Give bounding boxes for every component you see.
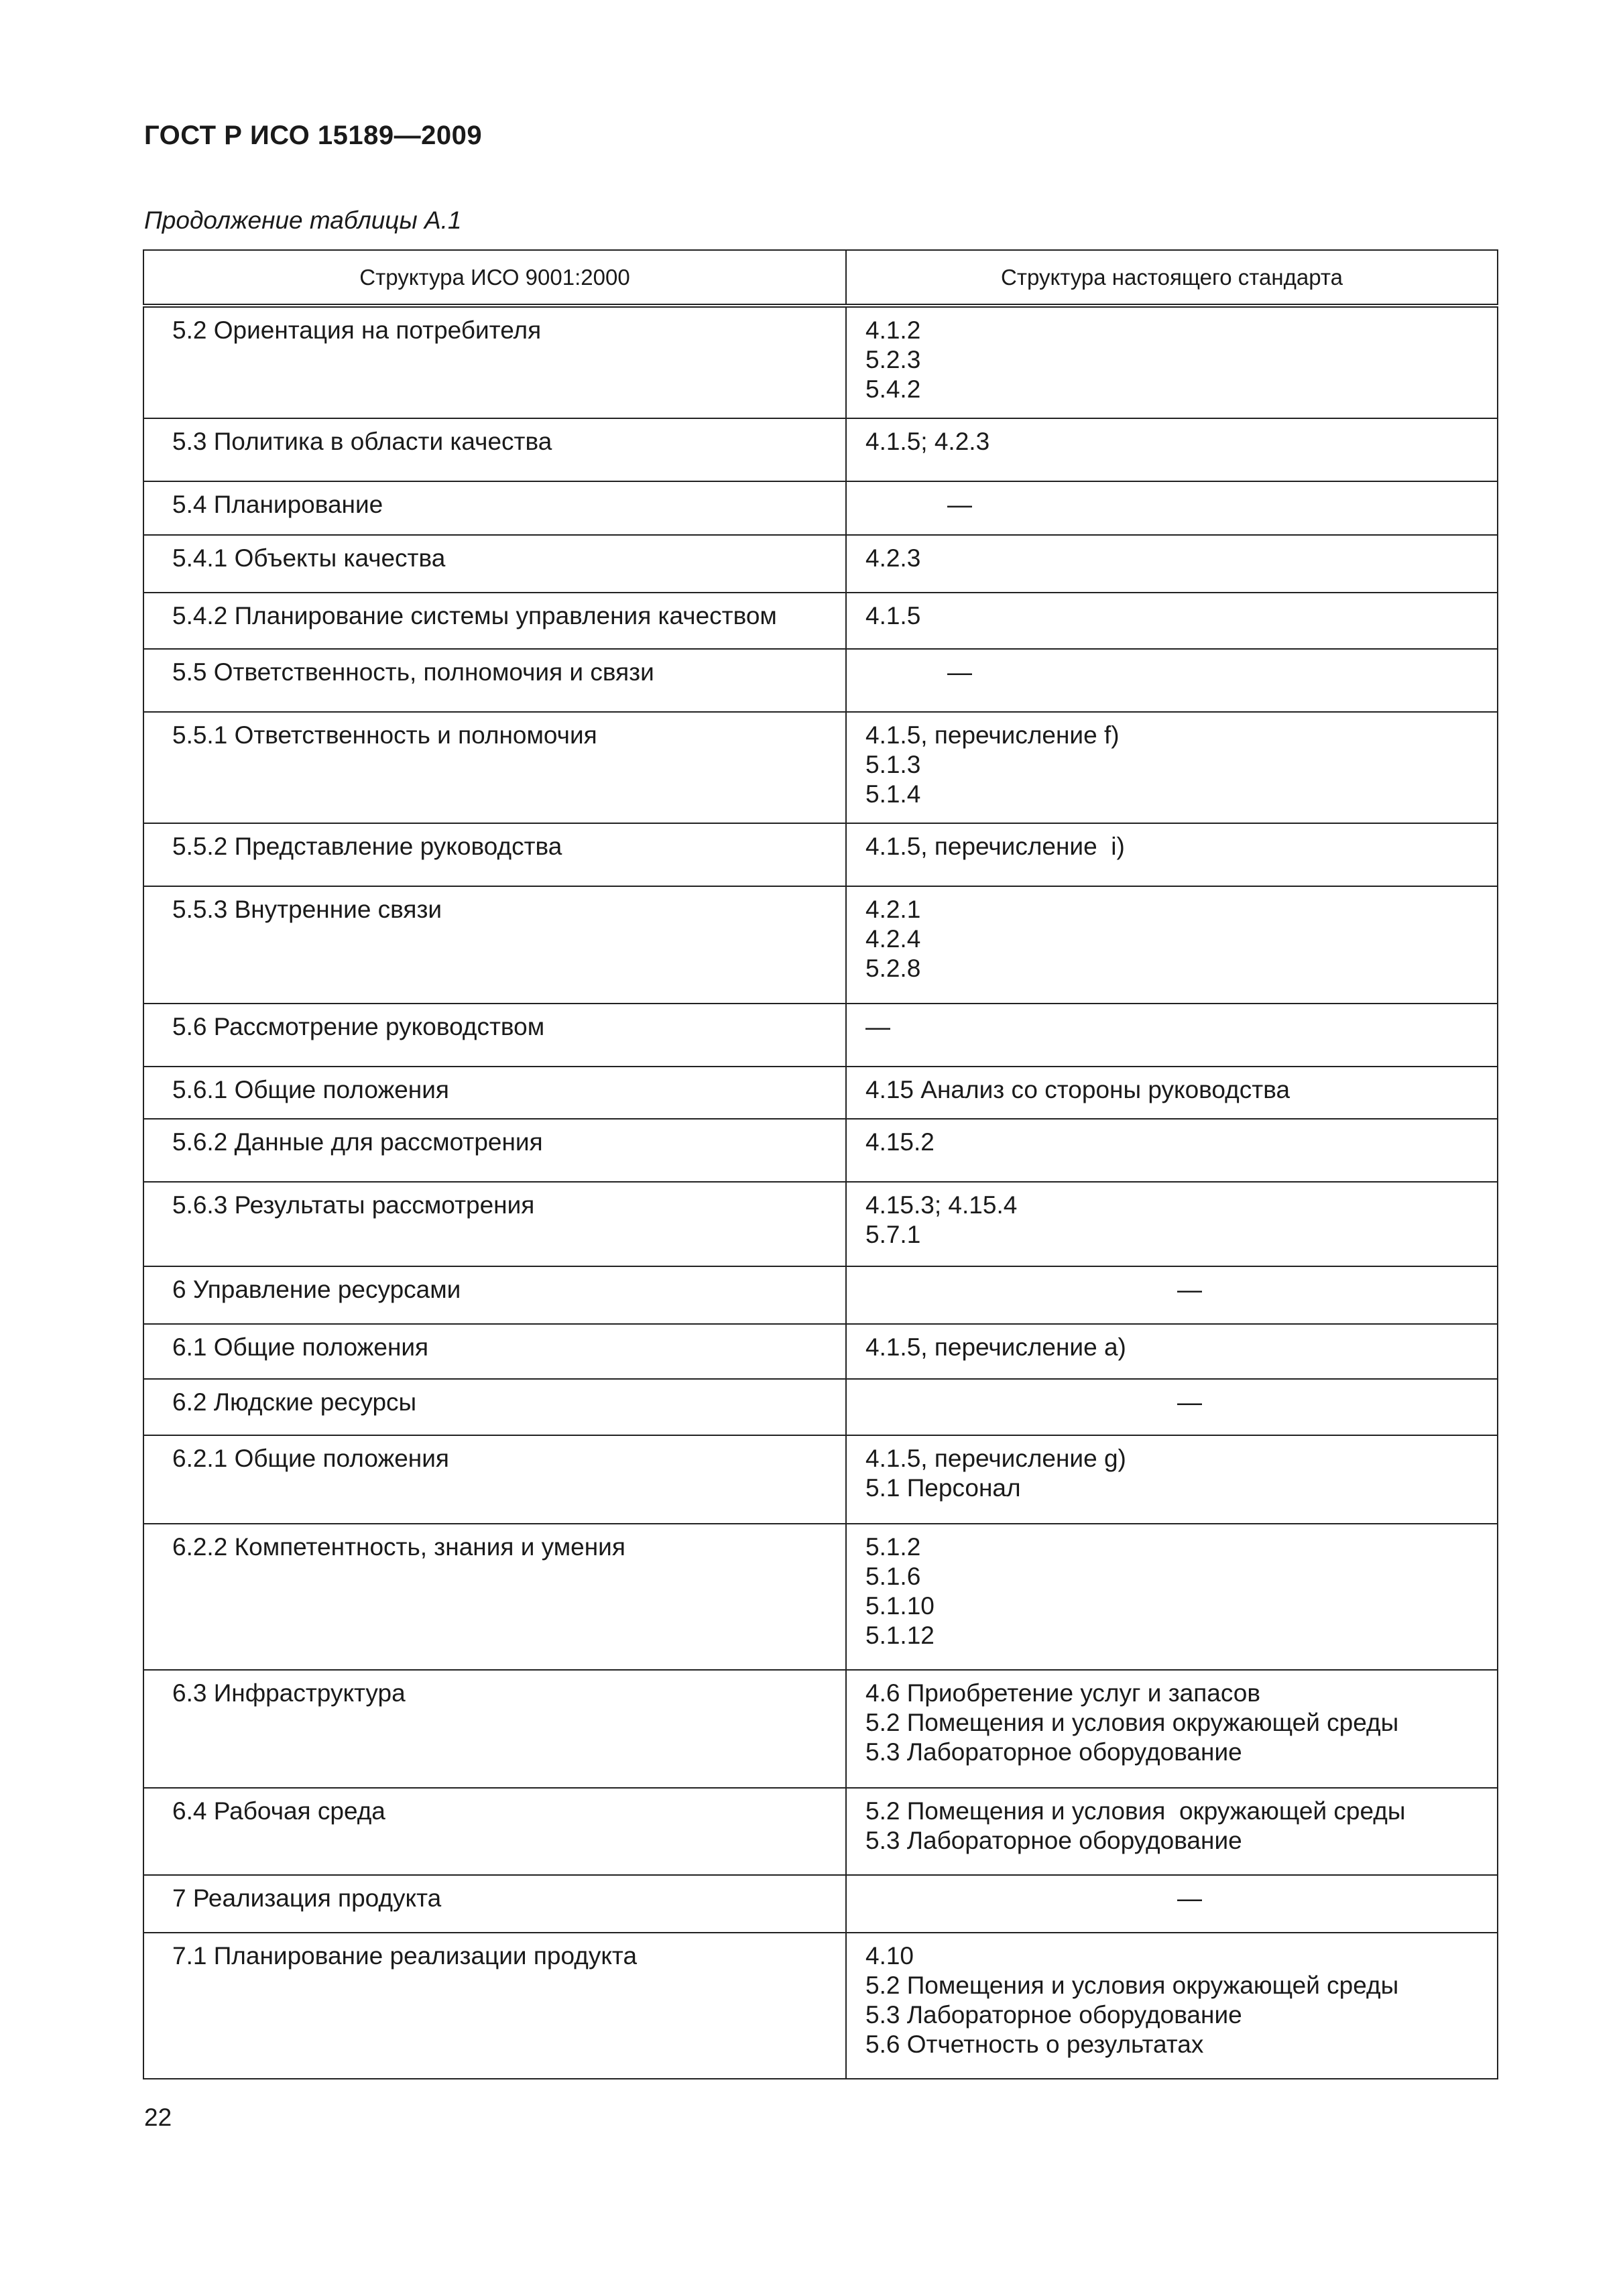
table-row bbox=[143, 535, 1498, 593]
dash-mark: — bbox=[1177, 1388, 1202, 1416]
table-row bbox=[143, 418, 1498, 481]
cell-line: 5.1.4 bbox=[865, 780, 921, 808]
cell-text: 6.2 Людские ресурсы bbox=[172, 1388, 417, 1416]
cell-line: 4.1.5, перечисление а) bbox=[865, 1333, 1126, 1361]
cell-standard-section bbox=[846, 481, 1498, 535]
cell-line: 5.4.2 bbox=[865, 375, 921, 403]
cell-line: 5.1.12 bbox=[865, 1622, 935, 1649]
column-header-iso: Структура ИСО 9001:2000 bbox=[143, 250, 846, 306]
cell-text: 5.5.1 Ответственность и полномочия bbox=[172, 721, 597, 749]
cell-standard-section bbox=[846, 1933, 1498, 2079]
cell-line: 5.2 Помещения и условия окружающей среды bbox=[865, 1709, 1399, 1736]
cell-line: 5.1 Персонал bbox=[865, 1474, 1021, 1502]
cell-text: 5.3 Политика в области качества bbox=[172, 428, 552, 455]
cell-line: 5.1.10 bbox=[865, 1592, 935, 1620]
table-row bbox=[143, 306, 1498, 418]
cell-iso-section bbox=[143, 823, 846, 886]
dash-mark: — bbox=[947, 491, 972, 518]
cell-iso-section bbox=[143, 418, 846, 481]
dash-mark: — bbox=[1177, 1276, 1202, 1303]
cell-text: 5.2 Ориентация на потребителя bbox=[172, 316, 542, 344]
cell-iso-section bbox=[143, 481, 846, 535]
cell-iso-section bbox=[143, 1875, 846, 1933]
cell-standard-section bbox=[846, 418, 1498, 481]
cell-text: 5.5 Ответственность, полномочия и связи bbox=[172, 658, 654, 686]
table-row bbox=[143, 712, 1498, 823]
cell-line: 5.2 Помещения и условия окружающей среды bbox=[865, 1797, 1406, 1825]
cell-text: 5.5.2 Представление руководства bbox=[172, 833, 562, 860]
cell-standard-section bbox=[846, 1119, 1498, 1182]
cell-standard-section bbox=[846, 535, 1498, 593]
cell-standard-section bbox=[846, 649, 1498, 712]
cell-iso-section bbox=[143, 1004, 846, 1067]
table-row bbox=[143, 649, 1498, 712]
dash-mark: — bbox=[947, 658, 972, 686]
cell-iso-section bbox=[143, 1933, 846, 2079]
cell-text: 5.5.3 Внутренние связи bbox=[172, 896, 442, 923]
table-caption: Продолжение таблицы А.1 bbox=[144, 206, 462, 234]
table-row bbox=[143, 1324, 1498, 1379]
cell-line: 4.6 Приобретение услуг и запасов bbox=[865, 1679, 1261, 1707]
cell-iso-section bbox=[143, 1324, 846, 1379]
cell-standard-section bbox=[846, 886, 1498, 1004]
cell-line: 4.1.5, перечисление i) bbox=[865, 833, 1125, 860]
cell-standard-section bbox=[846, 1182, 1498, 1266]
cell-text: 6.2.1 Общие положения bbox=[172, 1445, 449, 1472]
table-header-row bbox=[143, 250, 1498, 306]
cell-line: 5.2.8 bbox=[865, 955, 921, 982]
cell-text: 6.4 Рабочая среда bbox=[172, 1797, 385, 1825]
cell-iso-section bbox=[143, 1788, 846, 1875]
cell-line: 4.15.3; 4.15.4 bbox=[865, 1191, 1018, 1219]
table-row bbox=[143, 1933, 1498, 2079]
cell-line: 4.10 bbox=[865, 1942, 914, 1970]
document-code: ГОСТ Р ИСО 15189—2009 bbox=[144, 121, 483, 150]
page-number: 22 bbox=[144, 2104, 172, 2131]
cell-line: 4.15.2 bbox=[865, 1128, 935, 1156]
cell-iso-section bbox=[143, 649, 846, 712]
cell-line: 5.3 Лабораторное оборудование bbox=[865, 1738, 1242, 1766]
table-row bbox=[143, 1119, 1498, 1182]
cell-text: 6.1 Общие положения bbox=[172, 1333, 429, 1361]
cell-iso-section bbox=[143, 1266, 846, 1324]
cell-iso-section bbox=[143, 1119, 846, 1182]
cell-line: 5.3 Лабораторное оборудование bbox=[865, 1827, 1242, 1854]
cell-iso-section bbox=[143, 886, 846, 1004]
cell-text: 5.6.3 Результаты рассмотрения bbox=[172, 1191, 535, 1219]
cell-text: 7.1 Планирование реализации продукта bbox=[172, 1942, 638, 1970]
table-row bbox=[143, 823, 1498, 886]
dash-mark: — bbox=[865, 1013, 890, 1040]
cell-standard-section bbox=[846, 1875, 1498, 1933]
cell-text: 5.6 Рассмотрение руководством bbox=[172, 1013, 545, 1040]
cell-line: 5.2.3 bbox=[865, 346, 921, 373]
cell-iso-section bbox=[143, 1182, 846, 1266]
table-row bbox=[143, 1379, 1498, 1435]
cell-text: 7 Реализация продукта bbox=[172, 1884, 442, 1912]
cell-line: 4.1.2 bbox=[865, 316, 921, 344]
cell-standard-section bbox=[846, 1379, 1498, 1435]
cell-line: 4.15 Анализ со стороны руководства bbox=[865, 1076, 1290, 1103]
cell-iso-section bbox=[143, 593, 846, 649]
table-row bbox=[143, 1004, 1498, 1067]
cell-line: 4.1.5; 4.2.3 bbox=[865, 428, 990, 455]
cell-line: 4.1.5, перечисление f) bbox=[865, 721, 1120, 749]
cell-iso-section bbox=[143, 1524, 846, 1670]
cell-standard-section bbox=[846, 1324, 1498, 1379]
cell-standard-section bbox=[846, 1435, 1498, 1524]
table-row bbox=[143, 1670, 1498, 1788]
table-row bbox=[143, 1875, 1498, 1933]
cell-line: 4.1.5, перечисление g) bbox=[865, 1445, 1126, 1472]
cell-text: 5.4.1 Объекты качества bbox=[172, 544, 446, 572]
cell-line: 5.2 Помещения и условия окружающей среды bbox=[865, 1972, 1399, 1999]
cell-line: 4.1.5 bbox=[865, 602, 921, 629]
cell-iso-section bbox=[143, 306, 846, 418]
cell-standard-section bbox=[846, 712, 1498, 823]
cell-line: 4.2.3 bbox=[865, 544, 921, 572]
cell-line: 4.2.4 bbox=[865, 925, 921, 953]
cell-text: 6.2.2 Компетентность, знания и умения bbox=[172, 1533, 625, 1561]
cell-line: 5.1.6 bbox=[865, 1563, 921, 1590]
correspondence-table-container bbox=[143, 249, 1497, 2079]
table-row bbox=[143, 593, 1498, 649]
cell-iso-section bbox=[143, 1067, 846, 1119]
cell-iso-section bbox=[143, 535, 846, 593]
cell-text: 5.6.2 Данные для рассмотрения bbox=[172, 1128, 543, 1156]
cell-text: 5.6.1 Общие положения bbox=[172, 1076, 449, 1103]
table-row bbox=[143, 1067, 1498, 1119]
cell-iso-section bbox=[143, 712, 846, 823]
cell-line: 4.2.1 bbox=[865, 896, 921, 923]
correspondence-table bbox=[143, 249, 1498, 2079]
cell-standard-section bbox=[846, 1670, 1498, 1788]
table-row bbox=[143, 481, 1498, 535]
cell-standard-section bbox=[846, 1067, 1498, 1119]
cell-line: 5.6 Отчетность о результатах bbox=[865, 2031, 1204, 2058]
cell-standard-section bbox=[846, 1524, 1498, 1670]
cell-iso-section bbox=[143, 1670, 846, 1788]
table-row bbox=[143, 1788, 1498, 1875]
dash-mark: — bbox=[1177, 1884, 1202, 1912]
cell-standard-section bbox=[846, 593, 1498, 649]
table-row bbox=[143, 1435, 1498, 1524]
cell-line: 5.7.1 bbox=[865, 1221, 921, 1248]
table-row bbox=[143, 1524, 1498, 1670]
cell-standard-section bbox=[846, 1004, 1498, 1067]
cell-line: 5.1.2 bbox=[865, 1533, 921, 1561]
cell-text: 6 Управление ресурсами bbox=[172, 1276, 461, 1303]
cell-line: 5.1.3 bbox=[865, 751, 921, 778]
cell-text: 6.3 Инфраструктура bbox=[172, 1679, 406, 1707]
cell-text: 5.4 Планирование bbox=[172, 491, 383, 518]
cell-text: 5.4.2 Планирование системы управления качеством bbox=[172, 602, 777, 629]
cell-iso-section bbox=[143, 1379, 846, 1435]
column-header-standard: Структура настоящего стандарта bbox=[846, 250, 1498, 306]
cell-line: 5.3 Лабораторное оборудование bbox=[865, 2001, 1242, 2029]
cell-standard-section bbox=[846, 306, 1498, 418]
table-row bbox=[143, 1266, 1498, 1324]
table-row bbox=[143, 886, 1498, 1004]
cell-iso-section bbox=[143, 1435, 846, 1524]
cell-standard-section bbox=[846, 823, 1498, 886]
table-row bbox=[143, 1182, 1498, 1266]
cell-standard-section bbox=[846, 1788, 1498, 1875]
table-body bbox=[143, 306, 1498, 2079]
cell-standard-section bbox=[846, 1266, 1498, 1324]
